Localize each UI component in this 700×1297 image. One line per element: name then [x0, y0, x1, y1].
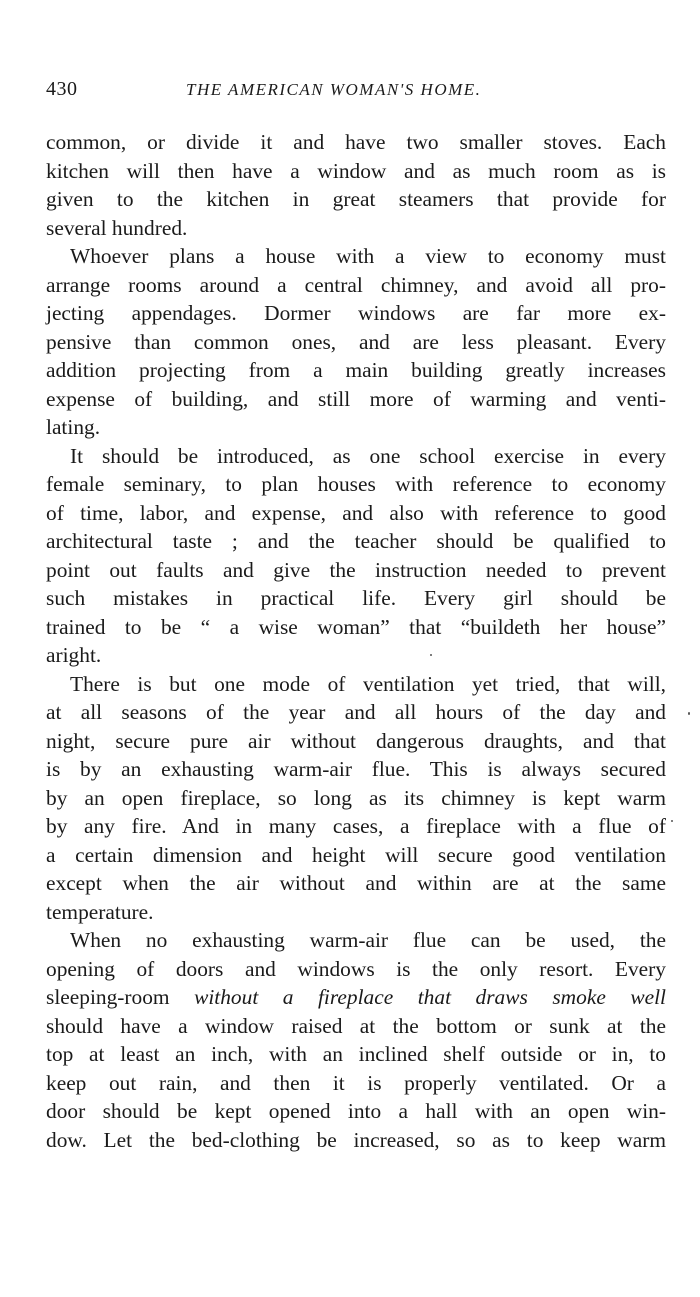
- text-line: several hundred.: [46, 215, 188, 240]
- text-line: It should be introduced, as one school exercise in every: [70, 443, 666, 468]
- running-title: THE AMERICAN WOMAN'S HOME.: [186, 80, 482, 99]
- paragraph-5: [46, 926, 666, 1154]
- running-head: [46, 78, 666, 108]
- text-line: lating.: [46, 415, 101, 439]
- ink-speck: [430, 654, 432, 656]
- ink-speck: [688, 712, 690, 715]
- text-line: expense of building, and still more of warming and venti-: [46, 386, 666, 411]
- text-line: common, or divide it and have two smaller stoves. Each: [46, 130, 666, 154]
- text-line: There is but one mode of ventilation yet tried, that will,: [70, 671, 666, 696]
- text-line: temperature.: [46, 899, 154, 924]
- text-line: should have a window raised at the bottom or sunk at the: [46, 1013, 666, 1038]
- text-line: door should be kept opened into a hall with an open win-: [46, 1099, 666, 1123]
- paragraph-1: [46, 128, 666, 242]
- text-line: top at least an inch, with an inclined shelf outside or in, to: [46, 1042, 666, 1066]
- text-line: at all seasons of the year and all hours of the day and: [46, 700, 666, 724]
- text-line: point out faults and give the instruction needed to prevent: [46, 557, 666, 582]
- text-line: Whoever plans a house with a view to economy must: [70, 244, 666, 268]
- text-line-with-emphasis: [46, 983, 666, 1012]
- page-number: 430: [46, 78, 78, 100]
- text-line: trained to be “ a wise woman” that “buildeth her house”: [46, 614, 666, 639]
- ink-speck: [671, 820, 673, 822]
- text-line: When no exhausting warm-air flue can be used, the: [70, 928, 666, 952]
- text-line: jecting appendages. Dormer windows are far more ex-: [46, 301, 666, 325]
- text-line: such mistakes in practical life. Every girl should be: [46, 586, 666, 610]
- paragraph-3: [46, 442, 666, 670]
- emphasized-text: without a fireplace that draws smoke well: [194, 985, 666, 1009]
- text-line: architectural taste ; and the teacher should be qualified to: [46, 529, 666, 553]
- body-text: [46, 128, 666, 1154]
- text-line: addition projecting from a main building greatly increases: [46, 358, 666, 382]
- text-line: opening of doors and windows is the only resort. Every: [46, 956, 666, 981]
- text-line: kitchen will then have a window and as much room as is: [46, 158, 666, 183]
- text-line: female seminary, to plan houses with reference to economy: [46, 472, 666, 496]
- text-line: given to the kitchen in great steamers that provide for: [46, 187, 666, 211]
- text-line: keep out rain, and then it is properly ventilated. Or a: [46, 1070, 666, 1095]
- text-line: by any fire. And in many cases, a fireplace with a flue of: [46, 814, 666, 838]
- paragraph-4: [46, 670, 666, 927]
- text-line: by an open fireplace, so long as its chimney is kept warm: [46, 785, 666, 810]
- text-line: is by an exhausting warm-air flue. This is always secured: [46, 757, 666, 781]
- text-line: aright.: [46, 643, 102, 667]
- text-run: sleeping-room: [46, 985, 195, 1009]
- text-line: night, secure pure air without dangerous draughts, and that: [46, 728, 666, 753]
- text-line: of time, labor, and expense, and also with reference to good: [46, 500, 666, 525]
- text-line: pensive than common ones, and are less pleasant. Every: [46, 329, 666, 354]
- text-line: except when the air without and within are at the same: [46, 871, 666, 895]
- text-line: a certain dimension and height will secure good ventilation: [46, 842, 666, 867]
- paragraph-2: [46, 242, 666, 442]
- text-line: dow. Let the bed-clothing be increased, so as to keep warm: [46, 1127, 666, 1152]
- text-line: arrange rooms around a central chimney, and avoid all pro-: [46, 272, 666, 297]
